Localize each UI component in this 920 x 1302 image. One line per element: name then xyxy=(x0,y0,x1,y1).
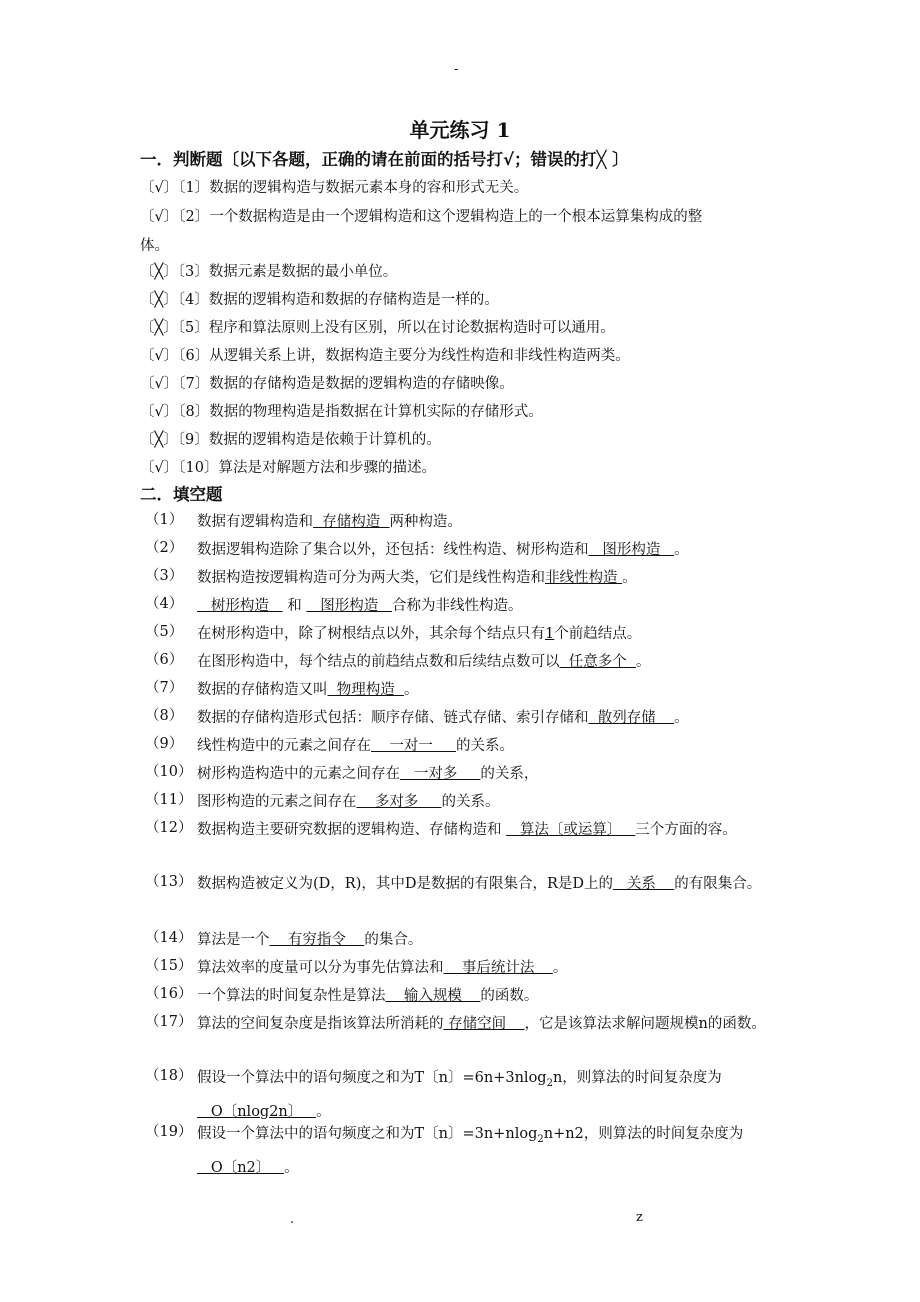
fill-answer: 非线性构造 xyxy=(545,570,623,586)
fill-answer: 算法〔或运算〕 xyxy=(506,822,636,838)
judge-item-10 xyxy=(140,456,436,477)
judge-item-1 xyxy=(140,176,528,197)
fill-num: （14） xyxy=(145,930,193,946)
judge-mark: 〔╳〕 xyxy=(140,292,178,308)
judge-item-7 xyxy=(140,372,514,393)
fill-answer: O〔nlog2n〕 xyxy=(197,1103,317,1120)
judge-mark: 〔╳〕 xyxy=(140,320,178,336)
fill-num: （5） xyxy=(145,624,184,640)
judge-text: 〔8〕数据的物理构造是指数据在计算机实际的存储形式。 xyxy=(178,404,543,420)
fill-num: （4） xyxy=(145,596,184,612)
judge-mark: 〔√〕 xyxy=(140,180,179,196)
footer-left-mark: . xyxy=(290,1212,295,1227)
fill-answer: 事后统计法 xyxy=(443,960,553,976)
judge-mark: 〔√〕 xyxy=(140,209,179,225)
judge-text: 〔2〕一个数据构造是由一个逻辑构造和这个逻辑构造上的一个根本运算集构成的整 xyxy=(178,209,703,225)
fill-num: （10） xyxy=(145,764,193,780)
fill-answer: 任意多个 xyxy=(559,654,636,670)
judge-item-3 xyxy=(140,260,397,281)
fill-answer: 树形构造 xyxy=(197,598,283,614)
fill-answer: 散列存储 xyxy=(588,710,675,726)
fill-answer: 一对多 xyxy=(400,766,481,782)
judge-item-6 xyxy=(140,344,630,365)
fill-answer: 多对多 xyxy=(356,794,442,810)
judge-text: 〔10〕算法是对解题方法和步骤的描述。 xyxy=(178,460,436,476)
judge-item-8 xyxy=(140,400,543,421)
fill-num: （13） xyxy=(145,874,193,890)
fill-answer: 一对一 xyxy=(371,738,456,754)
fill-num: （2） xyxy=(145,540,184,556)
fill-answer: 输入规模 xyxy=(385,988,481,1004)
judge-item-2 xyxy=(140,203,785,261)
fill-num: （11） xyxy=(145,792,193,808)
fill-answer: 物理构造 xyxy=(327,682,404,698)
fill-answer: 1 xyxy=(545,626,555,642)
judge-item-9 xyxy=(140,428,441,449)
judge-text: 〔5〕程序和算法原则上没有区别，所以在讨论数据构造时可以通用。 xyxy=(177,320,615,336)
fill-num: （17） xyxy=(145,1014,193,1030)
fill-answer: 关系 xyxy=(613,876,675,892)
fill-num: （1） xyxy=(145,512,184,528)
fill-answer: 图形构造 xyxy=(588,542,675,558)
judge-text-cont: 体。 xyxy=(140,238,169,254)
judge-mark: 〔√〕 xyxy=(140,348,179,364)
fill-num: （19） xyxy=(145,1124,193,1140)
judge-mark: 〔√〕 xyxy=(140,404,179,420)
judge-mark: 〔√〕 xyxy=(140,460,179,476)
judge-text: 〔9〕数据的逻辑构造是依赖于计算机的。 xyxy=(177,432,441,448)
judge-mark: 〔√〕 xyxy=(140,376,179,392)
fill-num: （8） xyxy=(145,708,184,724)
fill-num: （12） xyxy=(145,820,193,836)
fill-answer: 存储空间 xyxy=(443,1016,525,1032)
judge-mark: 〔╳〕 xyxy=(140,432,178,448)
judge-text: 〔4〕数据的逻辑构造和数据的存储构造是一样的。 xyxy=(177,292,499,308)
fill-num: （16） xyxy=(145,986,193,1002)
footer-right-mark: z xyxy=(636,1210,643,1225)
fill-num: （7） xyxy=(145,680,184,696)
judge-text: 〔3〕数据元素是数据的最小单位。 xyxy=(177,264,398,280)
document-page: - 单元练习 1 一．判断题〔以下各题，正确的请在前面的括号打√；错误的打╳ 〕 〔√〕〔1〕数据的逻辑构造与数据元素本身的容和形式无关。 〔√〕〔2〕一个数据构造是由一个逻辑构造和这个逻辑构造上的一个根本运算集构成的整 体。 〔╳〕〔3〕数据元素是数据的最小单位。 〔╳〕〔4〕数据的逻辑构造和数据的存储构造是一样的。 〔╳〕〔5〕程序和算法原则上没有区别，所以在讨论数据构造时可以通用。 〔√〕〔6〕从逻辑关系上讲，数据构造主要分为线性构造和非线性构造两类。 〔√〕〔7〕数据的存储构造是数据的逻辑构造的存储映像。 〔√〕〔8〕数据的物理构造是指数据在计算机实际的存储形式。 〔╳〕〔9〕数据的逻辑构造是依赖于计算机的。 〔√〕〔10〕算法是对解题方法和步骤的描述。 二．填空题 （1） 数据有逻辑构造和 存储构造 两种构造。 （2） 数据逻辑构造除了集合以外，还包括：线性构造、树形构造和 图形构造 。 （3） 数据构造按逻辑构造可分为两大类，它们是线性构造和非线性构造 。 （4） 树形构造 和 图形构造 合称为非线性构造。 （5） 在树形构造中，除了树根结点以外，其余每个结点只有1个前趋结点。 （6） 在图形构造中，每个结点的前趋结点数和后续结点数可以 任意多个 。 （7） 数据的存储构造又叫 物理构造 。 （8） 数据的存储构造形式包括：顺序存储、链式存储、索引存储和 散列存储 。 （9） 线性构造中的元素之间存在 一对一 的关系。 （10） 树形构造构造中的元素之间存在 一对多 的关系， （11） 图形构造的元素之间存在 多对多 的关系。 （12） 数据构造主要研究数据的逻辑构造、存储构造和 算法〔或运算〕 三个方面的容。 （13） 数据构造被定义为(D，R)，其中D是数据的有限集合，R是D上的 关系 的有限集合。 （14） 算法是一个 有穷指令 的集合。 （15） 算法效率的度量可以分为事先估算法和 事后统计法 。 （16） 一个算法的时间复杂性是算法 输入规模 的函数。 （17） 算法的空间复杂度是指该算法所消耗的 存储空间 ，它是该算法求解问题规模n的函数。 （18） 假设一个算法中的语句频度之和为T〔n〕=6n+3nlog$_2$n，则算法的时间复杂度为 O〔nlog2n〕 。 （19） 假设一个算法中的语句频度之和为T〔n〕=3n+nlog$_2$n+n2，则算法的时间复杂度为 O〔n2〕 。 . z xyxy=(0,0,920,1302)
header-mark: - xyxy=(454,62,459,77)
fill-answer-2: 图形构造 xyxy=(306,598,393,614)
fill-num: （9） xyxy=(145,736,184,752)
fill-answer: 存储构造 xyxy=(313,514,390,530)
section-1-heading: 一．判断题〔以下各题，正确的请在前面的括号打√；错误的打╳ 〕 xyxy=(140,150,629,169)
judge-text: 〔6〕从逻辑关系上讲，数据构造主要分为线性构造和非线性构造两类。 xyxy=(178,348,630,364)
judge-item-5 xyxy=(140,316,615,337)
judge-text: 〔7〕数据的存储构造是数据的逻辑构造的存储映像。 xyxy=(178,376,514,392)
judge-mark: 〔╳〕 xyxy=(140,264,178,280)
fill-num: （18） xyxy=(145,1068,193,1084)
fill-num: （6） xyxy=(145,652,184,668)
section-2-heading: 二．填空题 xyxy=(140,485,223,504)
page-title: 单元练习 1 xyxy=(409,118,511,142)
fill-num: （15） xyxy=(145,958,193,974)
fill-answer: 有穷指令 xyxy=(269,932,365,948)
fill-answer: O〔n2〕 xyxy=(197,1159,285,1176)
judge-item-4 xyxy=(140,288,499,309)
judge-text: 〔1〕数据的逻辑构造与数据元素本身的容和形式无关。 xyxy=(178,180,529,196)
fill-num: （3） xyxy=(145,568,184,584)
